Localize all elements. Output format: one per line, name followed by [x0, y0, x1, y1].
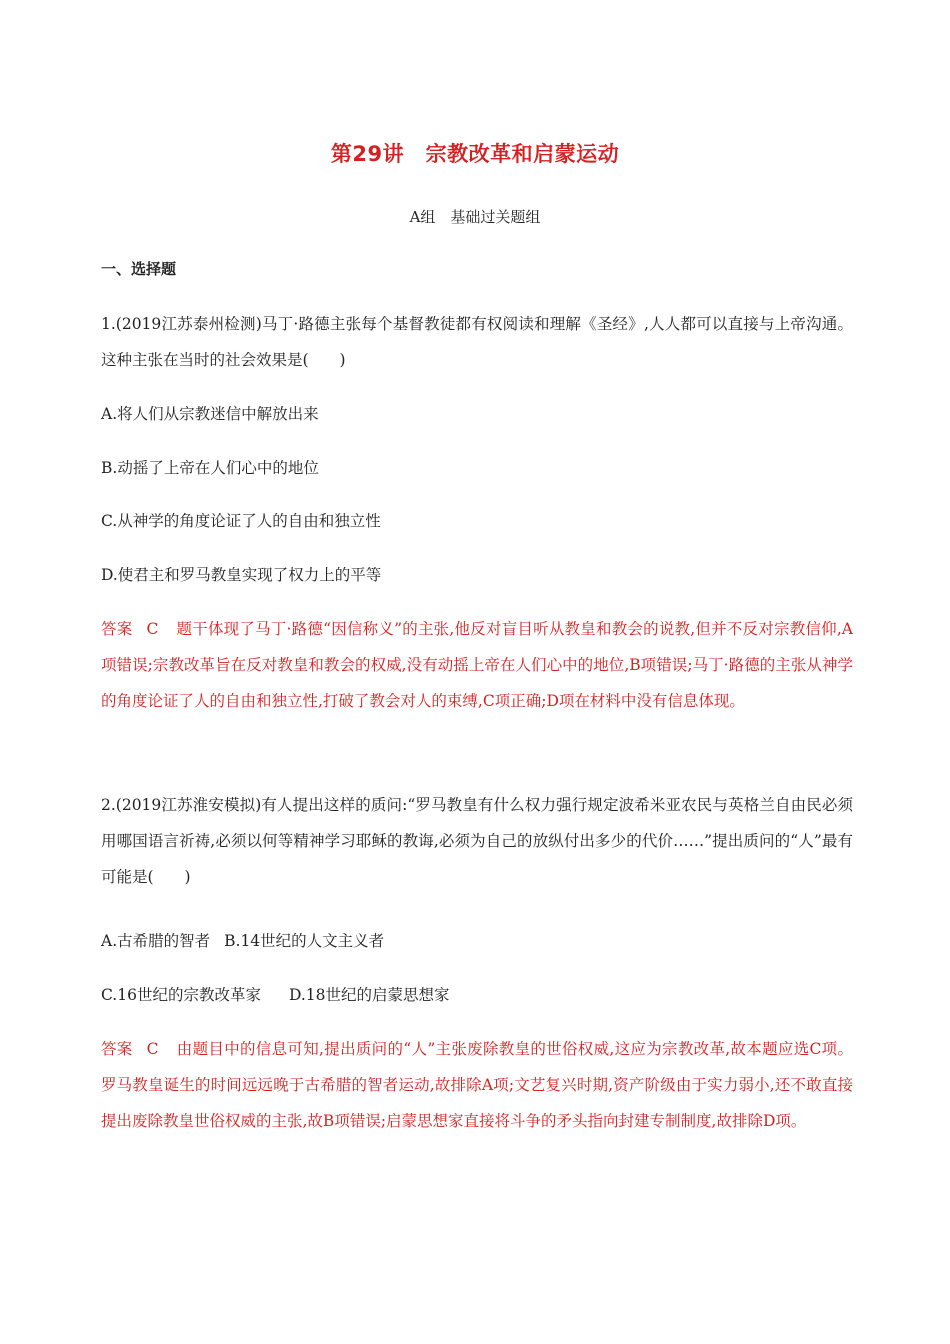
answer-letter: C — [146, 1040, 159, 1058]
question-2-option-b: B.14世纪的人文主义者 — [224, 932, 385, 950]
answer-letter: C — [146, 620, 159, 638]
question-2-options-row-2 — [101, 977, 853, 1013]
answer-explanation: 题干体现了马丁·路德“因信称义”的主张,他反对盲目听从教皇和教会的说教,但并不反对宗教信仰,A项错误;宗教改革旨在反对教皇和教会的权威,没有动摇上帝在人们心中的地位,B项错误;马丁·路德的主张从神学的角度论证了人的自由和独立性,打破了教会对人的束缚,C项正确;D项在材料中没有信息体现。 — [101, 620, 853, 710]
answer-explanation: 由题目中的信息可知,提出质问的“人”主张废除教皇的世俗权威,这应为宗教改革,故本题应选C项。罗马教皇诞生的时间远远晚于古希腊的智者运动,故排除A项;文艺复兴时期,资产阶级由于实力弱小,还不敢直接提出废除教皇世俗权威的主张,故B项错误;启蒙思想家直接将斗争的矛头指向封建专制制度,故排除D项。 — [101, 1040, 853, 1130]
question-1-answer — [101, 611, 853, 719]
question-1-option-b: B.动摇了上帝在人们心中的地位 — [101, 459, 319, 477]
question-2-options-row-1 — [101, 923, 853, 959]
section-heading: 一、选择题 — [101, 260, 177, 278]
lesson-title: 第29讲 宗教改革和启蒙运动 — [330, 142, 620, 166]
question-1-option-a: A.将人们从宗教迷信中解放出来 — [101, 405, 319, 423]
answer-label: 答案 — [101, 1040, 133, 1058]
question-2-option-a: A.古希腊的智者 — [101, 932, 211, 950]
question-1-option-d: D.使君主和罗马教皇实现了权力上的平等 — [101, 566, 382, 584]
group-subtitle: A组 基础过关题组 — [409, 208, 541, 226]
question-2-stem: 2.(2019江苏淮安模拟)有人提出这样的质问:“罗马教皇有什么权力强行规定波希米亚农民与英格兰自由民必须用哪国语言祈祷,必须以何等精神学习耶稣的教诲,必须为自己的放纵付出多少的代价……”提出质问的“人”最有可能是( ) — [101, 796, 853, 886]
question-1-option-c: C.从神学的角度论证了人的自由和独立性 — [101, 512, 381, 530]
question-2-option-d: D.18世纪的启蒙思想家 — [288, 986, 450, 1004]
question-1-stem: 1.(2019江苏泰州检测)马丁·路德主张每个基督教徒都有权阅读和理解《圣经》,人人都可以直接与上帝沟通。这种主张在当时的社会效果是( ) — [101, 315, 853, 369]
question-2-option-c: C.16世纪的宗教改革家 — [101, 986, 261, 1004]
question-2-answer — [101, 1031, 853, 1139]
answer-label: 答案 — [101, 620, 133, 638]
